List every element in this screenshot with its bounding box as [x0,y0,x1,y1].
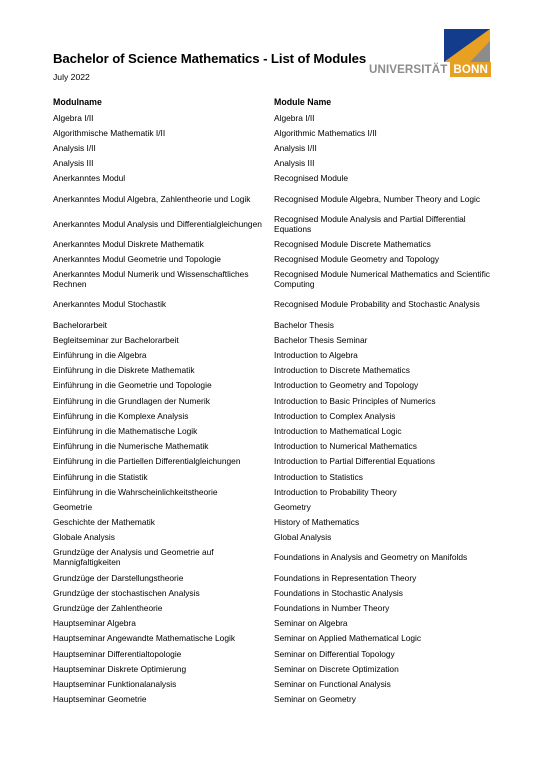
module-name-german: Einführung in die Statistik [53,471,148,482]
table-row [53,692,493,707]
module-name-english: Introduction to Partial Differential Equations [274,456,435,467]
table-row [53,646,493,661]
table-row [53,317,493,332]
module-name-english: Algebra I/II [274,112,315,123]
table-body [53,110,493,707]
module-name-english: Recognised Module [274,173,349,184]
table-row [53,469,493,484]
table-row [53,570,493,585]
module-name-german: Analysis I/II [53,142,96,153]
module-name-english: Recognised Module Algebra, Number Theory and Logic [274,193,481,204]
module-name-english: Seminar on Differential Topology [274,648,395,659]
table-row [53,600,493,615]
module-name-german: Globale Analysis [53,532,115,543]
table-row [53,252,493,267]
table-row [53,439,493,454]
module-name-english: Geometry [274,501,311,512]
module-name-german: Anerkanntes Modul Diskrete Mathematik [53,238,204,249]
table-row [53,211,493,236]
module-name-english: Introduction to Discrete Mathematics [274,365,410,376]
page-title: Bachelor of Science Mathematics - List of Modules [53,51,367,66]
module-name-english: Introduction to Statistics [274,471,363,482]
module-name-english: Recognised Module Discrete Mathematics [274,238,431,249]
logo-text-universitaet: UNIVERSITÄT [369,63,448,76]
module-name-english: Introduction to Mathematical Logic [274,425,402,436]
university-logo [369,29,491,77]
module-name-german: Einführung in die Grundlagen der Numerik [53,395,210,406]
module-name-german: Einführung in die Diskrete Mathematik [53,365,195,376]
module-name-german: Einführung in die Geometrie und Topologie [53,380,212,391]
table-row [53,110,493,125]
module-name-german: Anerkanntes Modul Numerik und Wissenschaftliches Rechnen [53,269,249,290]
module-name-english: Foundations in Representation Theory [274,572,417,583]
table-row [53,499,493,514]
module-name-german: Hauptseminar Diskrete Optimierung [53,663,187,674]
module-name-german: Bachelorarbeit [53,319,108,330]
table-row [53,125,493,140]
document-date: July 2022 [53,72,90,82]
table-row [53,267,493,292]
module-name-english: Recognised Module Numerical Mathematics and Scientific Computing [274,269,490,290]
module-name-german: Einführung in die Mathematische Logik [53,425,198,436]
table-row [53,378,493,393]
module-name-english: Bachelor Thesis [274,319,334,330]
module-name-english: Introduction to Geometry and Topology [274,380,419,391]
module-name-german: Einführung in die Komplexe Analysis [53,410,189,421]
module-name-german: Hauptseminar Angewandte Mathematische Logik [53,633,236,644]
module-name-english: Seminar on Geometry [274,694,356,705]
table-row [53,171,493,186]
table-row [53,363,493,378]
table-row [53,140,493,155]
module-name-english: Introduction to Complex Analysis [274,410,396,421]
module-name-german: Hauptseminar Funktionalanalysis [53,678,177,689]
table-row [53,676,493,691]
table-row [53,515,493,530]
logo-wordmark [369,62,490,77]
module-name-english: Introduction to Basic Principles of Numerics [274,395,436,406]
module-name-english: Analysis III [274,158,315,169]
module-name-english: History of Mathematics [274,517,360,528]
header-english: Module Name [274,97,332,107]
module-name-english: Seminar on Algebra [274,618,348,629]
module-name-german: Einführung in die Algebra [53,350,147,361]
module-name-german: Hauptseminar Algebra [53,618,136,629]
table-header [53,94,493,110]
table-row [53,156,493,171]
table-row [53,347,493,362]
module-name-german: Analysis III [53,158,94,169]
module-name-english: Bachelor Thesis Seminar [274,334,368,345]
module-name-german: Anerkanntes Modul Stochastik [53,299,167,310]
module-table [53,94,493,707]
table-row [53,530,493,545]
module-name-german: Begleitseminar zur Bachelorarbeit [53,334,179,345]
module-name-english: Recognised Module Analysis and Partial Differential Equations [274,213,466,234]
module-name-english: Seminar on Functional Analysis [274,678,391,689]
module-name-german: Einführung in die Numerische Mathematik [53,441,209,452]
table-row [53,408,493,423]
table-row [53,423,493,438]
module-name-german: Algebra I/II [53,112,94,123]
module-name-german: Grundzüge der Zahlentheorie [53,603,163,614]
table-row [53,631,493,646]
module-name-english: Global Analysis [274,532,332,543]
module-name-english: Introduction to Numerical Mathematics [274,441,417,452]
module-name-english: Seminar on Applied Mathematical Logic [274,633,422,644]
module-name-german: Anerkanntes Modul Algebra, Zahlentheorie und Logik [53,193,251,204]
module-name-english: Recognised Module Geometry and Topology [274,254,440,265]
module-name-german: Einführung in die Wahrscheinlichkeitstheorie [53,486,218,497]
module-name-german: Anerkanntes Modul [53,173,126,184]
module-name-english: Foundations in Number Theory [274,603,390,614]
module-name-german: Grundzüge der stochastischen Analysis [53,587,200,598]
table-row [53,616,493,631]
module-name-german: Geometrie [53,501,93,512]
module-name-english: Seminar on Discrete Optimization [274,663,399,674]
module-name-german: Anerkanntes Modul Analysis und Differentialgleichungen [53,218,262,229]
module-name-english: Introduction to Probability Theory [274,486,397,497]
logo-text-bonn: BONN [450,62,491,77]
module-name-english: Analysis I/II [274,142,317,153]
table-row [53,454,493,469]
table-row [53,484,493,499]
module-name-german: Einführung in die Partiellen Differentialgleichungen [53,456,241,467]
module-name-german: Grundzüge der Analysis und Geometrie auf Mannigfaltigkeiten [53,547,214,568]
table-row [53,545,493,570]
module-name-german: Hauptseminar Geometrie [53,694,147,705]
module-name-english: Foundations in Analysis and Geometry on Manifolds [274,552,468,563]
module-name-english: Introduction to Algebra [274,350,358,361]
module-name-german: Algorithmische Mathematik I/II [53,127,166,138]
table-row [53,236,493,251]
table-row [53,292,493,317]
table-row [53,332,493,347]
module-name-english: Foundations in Stochastic Analysis [274,587,403,598]
table-row [53,186,493,211]
module-name-german: Anerkanntes Modul Geometrie und Topologie [53,254,221,265]
logo-emblem-icon [444,29,490,62]
header-german: Modulname [53,97,102,107]
table-row [53,393,493,408]
module-name-german: Hauptseminar Differentialtopologie [53,648,182,659]
module-name-english: Recognised Module Probability and Stochastic Analysis [274,299,480,310]
module-name-german: Grundzüge der Darstellungstheorie [53,572,184,583]
module-name-german: Geschichte der Mathematik [53,517,155,528]
table-row [53,661,493,676]
module-name-english: Algorithmic Mathematics I/II [274,127,377,138]
table-row [53,585,493,600]
